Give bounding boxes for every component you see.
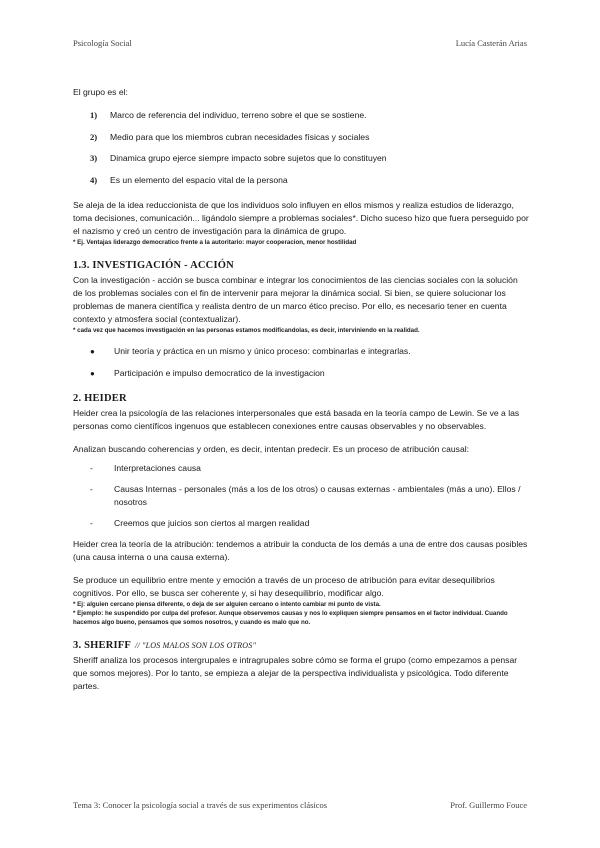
bullet-icon: ● bbox=[90, 368, 95, 378]
dash-icon: - bbox=[90, 483, 93, 494]
dash-list bbox=[73, 462, 529, 530]
list-item bbox=[90, 345, 529, 358]
item-text: Participación e impulso democratico de la investigacion bbox=[114, 367, 325, 378]
item-number: 1) bbox=[90, 110, 98, 120]
list-item bbox=[90, 109, 529, 122]
intro-text: El grupo es el: bbox=[73, 87, 128, 97]
bullet-icon: ● bbox=[90, 346, 95, 356]
item-text: Medio para que los miembros cubran necesidades físicas y sociales bbox=[110, 131, 370, 142]
list-item bbox=[90, 517, 529, 530]
bullet-list bbox=[73, 345, 529, 380]
footnote: * cada vez que hacemos investigación en las personas estamos modificandolas, es decir, interviniendo en la realidad. bbox=[73, 326, 420, 334]
header-subject: Psicología Social bbox=[73, 38, 132, 48]
page-content bbox=[73, 86, 529, 693]
section-heading bbox=[73, 639, 529, 652]
group-list bbox=[73, 109, 529, 187]
item-text: Creemos que juicios son ciertos al margen realidad bbox=[114, 517, 310, 528]
paragraph: Heider crea la teoría de la atribución: tendemos a atribuir la conducta de los demás a una de entre dos causas posibles (una causa interna o una causa externa). bbox=[73, 538, 528, 562]
item-text: Dinamica grupo ejerce siempre impacto sobre sujetos que lo constituyen bbox=[110, 153, 387, 163]
list-item bbox=[90, 174, 529, 187]
section-heading: 2. HEIDER bbox=[73, 392, 127, 404]
paragraph: Se produce un equilibrio entre mente y emoción a través de un proceso de atribución para evitar desequilibrios cognitivos. Por ello, se busca ser coherente y, si hay desequilibrio, modificar algo. bbox=[73, 574, 495, 598]
item-number: 4) bbox=[90, 174, 98, 185]
paragraph: Heider crea la psicología de las relaciones interpersonales que está basada en la teoría campo de Lewin. Se ve a las personas como científicos ingenuos que establecen conexiones entre causas observables y no observables. bbox=[73, 407, 520, 431]
section-title: 3. SHERIFF bbox=[73, 639, 132, 651]
dash-icon: - bbox=[90, 462, 93, 473]
item-text: Es un elemento del espacio vital de la persona bbox=[110, 174, 288, 185]
list-item bbox=[90, 462, 529, 475]
section-heading: 1.3. INVESTIGACIÓN - ACCIÓN bbox=[73, 259, 234, 271]
paragraph: Analizan buscando coherencias y orden, es decir, intentan predecir. Es un proceso de atribución causal: bbox=[73, 443, 470, 454]
section-subtitle: // "LOS MALOS SON LOS OTROS" bbox=[135, 640, 257, 650]
item-text: Interpretaciones causa bbox=[114, 462, 201, 473]
footer-topic: Tema 3: Conocer la psicología social a través de sus experimentos clásicos bbox=[73, 800, 328, 810]
footnote: * Ejemplo: he suspendido por culpa del profesor. Aunque observemos causas y nos lo expliquen siempre pensamos en el factor individual. Cuando hacemos algo bueno, pensamos que somos nosotros, y cuando es malo que no. bbox=[73, 609, 508, 626]
list-item bbox=[90, 483, 529, 509]
paragraph: Se aleja de la idea reduccionista de que los individuos solo influyen en ellos mismos y realiza estudios de liderazgo, toma decisiones, comunicación... ligándolo siempre a problemas sociales*. Dicho suceso hizo que fuera perseguido por el nazismo y creó un centro de investigación para la dinámica de grupo. bbox=[73, 199, 529, 236]
item-text: Marco de referencia del individuo, terreno sobre el que se sostiene. bbox=[110, 110, 367, 120]
page-header bbox=[73, 38, 527, 48]
paragraph: Sheriff analiza los procesos intergrupales e intragrupales sobre cómo se forma el grupo (como empezamos a pensar que somos mejores). Por lo tanto, se empieza a alejar de la perspectiva individualista y psicológica. Todo diferente partes. bbox=[73, 654, 518, 691]
footnote: * Ej: alguien cercano piensa diferente, o deja de ser alguien cercano o intento cambiar mi punto de vista. bbox=[73, 600, 381, 608]
item-text: Unir teoría y práctica en un mismo y único proceso: combinarlas e integrarlas. bbox=[114, 345, 411, 356]
item-text: Causas Internas - personales (más a los de los otros) o causas externas - ambientales (más a uno). Ellos / nosotros bbox=[114, 483, 521, 507]
paragraph: Con la investigación - acción se busca combinar e integrar los conocimientos de las ciencias sociales con la solución de los problemas sociales con el fin de intervenir para mejorar la dinámica social. Si bien, se quiere solucionar los problemas de manera científica y realista dentro de un marco ético preciso. Por ello, es necesario tener en cuenta contexto y atmosfera social (contextualizar). bbox=[73, 274, 518, 324]
item-number: 3) bbox=[90, 153, 98, 163]
list-item bbox=[90, 152, 529, 165]
list-item bbox=[90, 367, 529, 380]
list-item bbox=[90, 131, 529, 144]
footer-professor: Prof. Guillermo Fouce bbox=[450, 800, 527, 810]
footnote: * Ej. Ventajas liderazgo democratico frente a la autoritario: mayor cooperacion, menor hostilidad bbox=[73, 238, 357, 246]
item-number: 2) bbox=[90, 131, 98, 142]
dash-icon: - bbox=[90, 517, 93, 528]
header-author: Lucía Casterán Arias bbox=[455, 38, 527, 48]
page-footer bbox=[73, 800, 527, 810]
